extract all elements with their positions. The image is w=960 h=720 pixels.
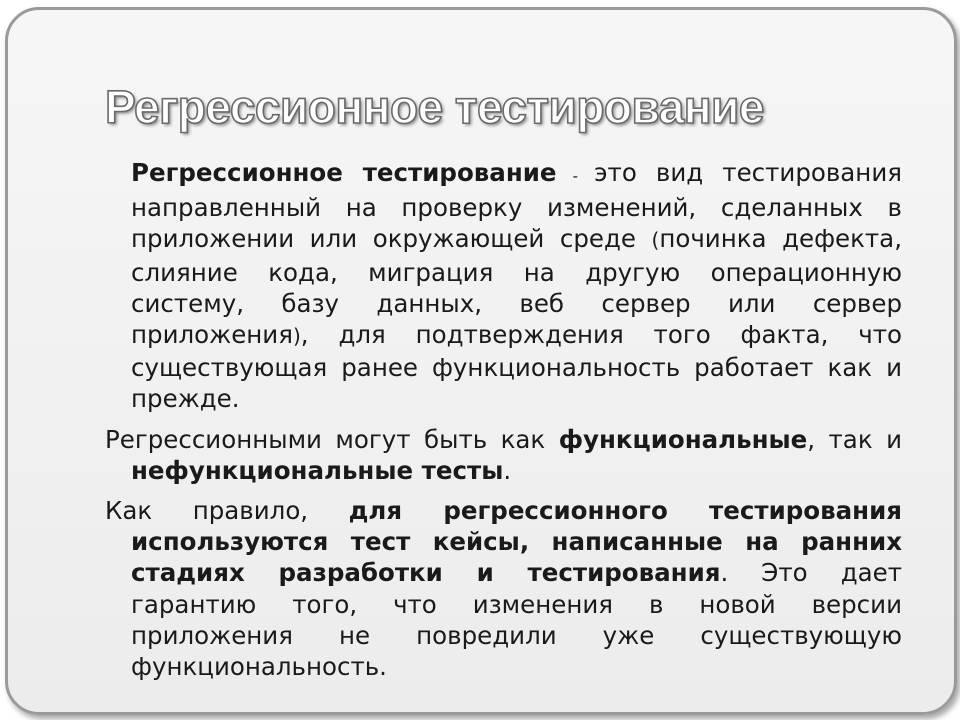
- defined-term: Регрессионное тестирование: [131, 158, 557, 187]
- definition-text-2: починка дефекта, слияние кода, миграция на другую операционную систему, базу данных, веб сервер или сервер приложения: [131, 224, 902, 350]
- slide-title: Регрессионное тестирование: [105, 81, 764, 133]
- test-types-text-1: Регрессионными могут быть как: [105, 424, 559, 454]
- test-cases-text-1: Как правило,: [105, 496, 349, 526]
- test-cases-emphasis: для регрессионного тестирования используются тест кейсы, написанные на ранних стадиях разработки и тестирования: [131, 496, 902, 588]
- definition-text-1: это вид тестирования направленный на проверку изменений, сделанных в приложении или окружающей среде: [131, 158, 902, 254]
- test-types-text-3: .: [503, 455, 512, 485]
- definition-dash: -: [556, 167, 595, 185]
- test-types-text-2: , так и: [807, 424, 902, 454]
- open-paren: (: [651, 228, 660, 253]
- test-cases-paragraph: [105, 495, 902, 682]
- functional-tests-term: функциональные: [558, 424, 808, 454]
- slide-content: [105, 157, 902, 691]
- test-cases-text-2: . Это дает гарантию того, что изменения в новой версии приложения не повредили уже существующую функциональность.: [131, 558, 903, 682]
- nonfunctional-tests-term: нефункциональные тесты: [131, 455, 504, 485]
- test-types-paragraph: [105, 424, 902, 486]
- close-paren: ): [292, 324, 301, 349]
- definition-text-3: , для подтверждения того факта, что существующая ранее функциональность работает как и прежде.: [131, 320, 902, 414]
- definition-paragraph: [105, 157, 902, 415]
